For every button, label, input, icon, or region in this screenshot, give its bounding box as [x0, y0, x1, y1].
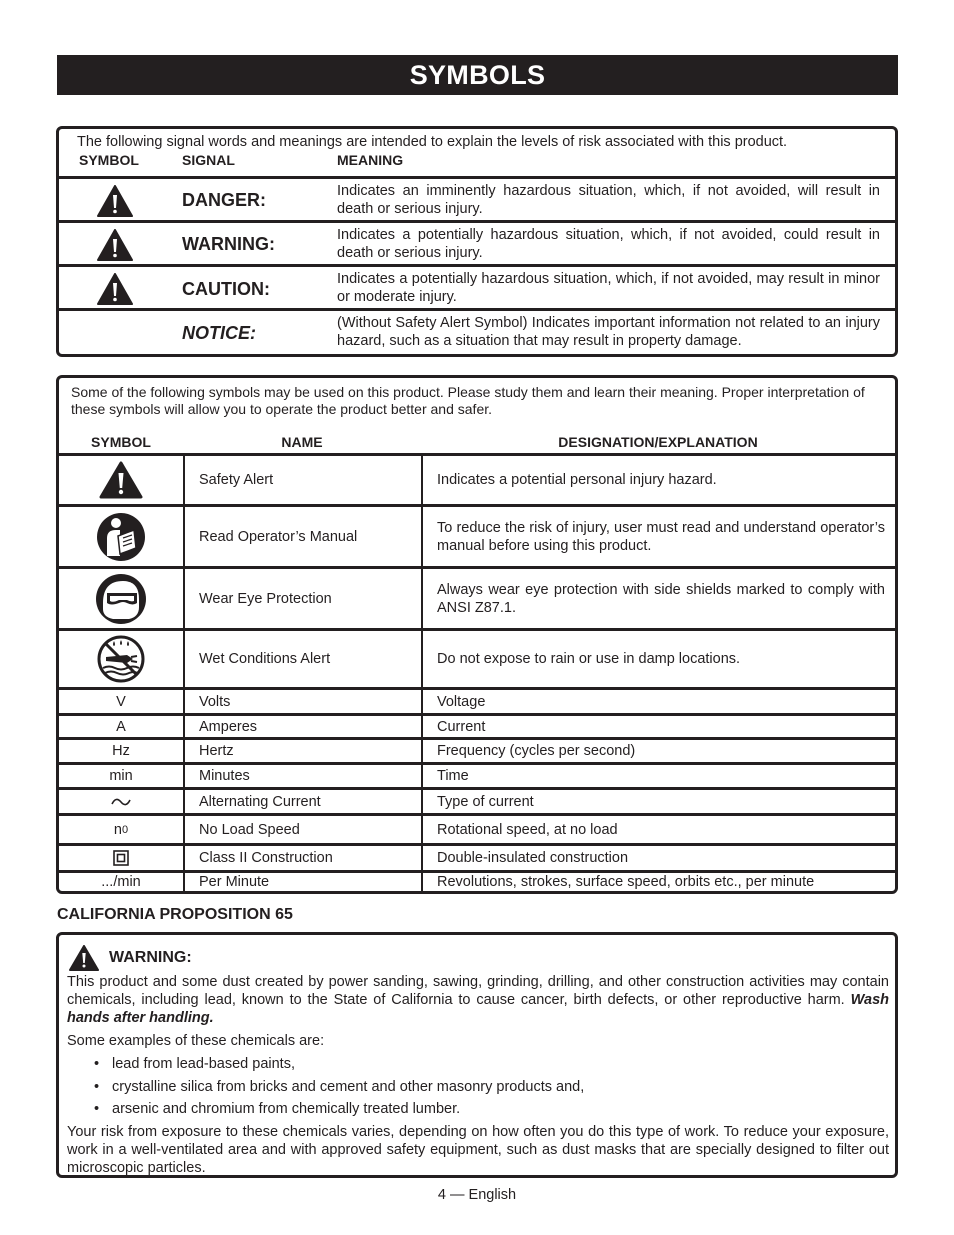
signal-word-notice: NOTICE: [182, 323, 256, 343]
signal-word-caution: CAUTION: [182, 279, 270, 299]
symbols-intro: Some of the following symbols may be used on this product. Please study them and learn their meaning. Proper interpretation of these symbols will allow you to operate the product better and safer. [71, 384, 865, 417]
symbol-cell [59, 507, 183, 566]
symbol-cell [59, 790, 183, 813]
header-name: NAME [281, 434, 323, 450]
symbol-cell [59, 569, 183, 628]
signal-words-table [56, 126, 898, 357]
symbol-name: Per Minute [183, 873, 421, 891]
class-ii-icon [113, 850, 129, 866]
signal-meaning-warning: Indicates a potentially hazardous situation, which, if not avoided, could result in death or serious injury. [337, 227, 880, 261]
signal-intro: The following signal words and meanings are intended to explain the levels of risk associated with this product. [77, 134, 788, 150]
symbol-row-hertz [59, 737, 895, 762]
signal-row-danger [59, 176, 895, 223]
symbol-designation: Type of current [421, 790, 895, 813]
symbol-text: .../min [101, 874, 141, 890]
alternating-current-icon [110, 796, 132, 808]
list-item: • crystalline silica from bricks and cement and other masonry products and, [112, 1078, 889, 1096]
signal-meaning-notice: (Without Safety Alert Symbol) Indicates important information not related to an injury hazard, such as a situation that may result in property damage. [337, 315, 880, 349]
symbol-designation: Always wear eye protection with side shields marked to comply with ANSI Z87.1. [421, 569, 895, 628]
page-title: SYMBOLS [57, 55, 898, 95]
symbol-text: A [116, 718, 126, 735]
header-meaning: MEANING [337, 152, 404, 168]
warning-title [69, 945, 192, 971]
header-symbol: SYMBOL [91, 434, 151, 450]
chemicals-list [67, 1055, 889, 1118]
safety-alert-icon [69, 945, 99, 971]
eye-protection-icon [95, 573, 147, 625]
warning-text: This product and some dust created by power sanding, sawing, grinding, drilling, and other construction activities may contain chemicals, including lead, known to the State of California to cause cancer, birth defects, or other reproductive harm. [67, 974, 889, 1008]
symbol-designation: Double-insulated construction [421, 846, 895, 870]
symbol-designation: Time [421, 765, 895, 787]
symbol-designation: Do not expose to rain or use in damp locations. [421, 631, 895, 687]
symbol-row-read-manual [59, 504, 895, 566]
symbol-name: Amperes [183, 716, 421, 737]
symbol-text: min [109, 768, 133, 784]
list-item: • lead from lead-based paints, [112, 1055, 889, 1073]
symbol-row-alternating-current [59, 787, 895, 813]
warning-paragraph-3: Your risk from exposure to these chemicals varies, depending on how often you do this type of work. To reduce your exposure, work in a well-ventilated area and with approved safety equipment, such as dust masks that are specially designed to filter out microscopic particles. [67, 1124, 889, 1176]
symbol-name: Minutes [183, 765, 421, 787]
symbol-row-no-load-speed [59, 813, 895, 843]
symbol-row-class-ii [59, 843, 895, 870]
signal-meaning-danger: Indicates an imminently hazardous situation, which, if not avoided, will result in death or serious injury. [337, 183, 880, 217]
symbol-cell [59, 846, 183, 870]
safety-alert-icon [97, 273, 133, 305]
signal-row-notice [59, 308, 895, 357]
safety-alert-icon [99, 461, 143, 499]
symbol-designation: Current [421, 716, 895, 737]
warning-emphasis: Wash hands after handling. [67, 992, 889, 1026]
prop65-warning-box [56, 932, 898, 1178]
symbol-row-safety-alert [59, 453, 895, 504]
symbols-table [56, 375, 898, 894]
warning-paragraph-2: Some examples of these chemicals are: [67, 1033, 325, 1049]
symbol-name: Read Operator’s Manual [183, 507, 421, 566]
safety-alert-icon [97, 185, 133, 217]
symbol-name: Hertz [183, 740, 421, 762]
header-signal: SIGNAL [182, 152, 235, 168]
signal-row-caution [59, 264, 895, 311]
signal-word-danger: DANGER: [182, 190, 266, 210]
symbol-name: Wet Conditions Alert [183, 631, 421, 687]
symbol-name: Alternating Current [183, 790, 421, 813]
header-symbol: SYMBOL [79, 152, 139, 168]
list-item: • arsenic and chromium from chemically treated lumber. [112, 1100, 889, 1118]
page-footer: 4 — English [437, 1187, 517, 1203]
symbol-name: Class II Construction [183, 846, 421, 870]
symbol-designation: To reduce the risk of injury, user must read and understand operator’s manual before using this product. [421, 507, 895, 566]
symbol-row-wet-conditions [59, 628, 895, 687]
symbol-designation: Frequency (cycles per second) [421, 740, 895, 762]
symbol-row-minutes [59, 762, 895, 787]
warning-label: WARNING: [109, 949, 192, 966]
symbol-cell [59, 631, 183, 687]
symbol-subscript: 0 [121, 823, 129, 836]
symbol-designation: Indicates a potential personal injury hazard. [421, 456, 895, 504]
symbol-row-amperes [59, 713, 895, 737]
symbol-row-per-minute [59, 870, 895, 891]
symbol-text: V [116, 693, 126, 710]
symbol-cell [59, 816, 183, 843]
symbol-designation: Revolutions, strokes, surface speed, orbits etc., per minute [421, 873, 895, 891]
symbol-text: n [113, 821, 122, 838]
read-manual-icon [96, 512, 146, 562]
signal-meaning-caution: Indicates a potentially hazardous situation, which, if not avoided, may result in minor or moderate injury. [337, 271, 880, 305]
symbol-text: Hz [112, 743, 130, 759]
safety-alert-icon [97, 229, 133, 261]
symbol-designation: Voltage [421, 690, 895, 713]
symbol-name: Safety Alert [183, 456, 421, 504]
symbol-name: Wear Eye Protection [183, 569, 421, 628]
signal-word-warning: WARNING: [182, 234, 275, 254]
california-heading: CALIFORNIA PROPOSITION 65 [57, 906, 293, 923]
symbol-name: Volts [183, 690, 421, 713]
warning-body [67, 973, 889, 1182]
symbol-cell [59, 456, 183, 504]
symbol-row-eye-protection [59, 566, 895, 628]
symbol-designation: Rotational speed, at no load [421, 816, 895, 843]
symbol-row-volts [59, 687, 895, 713]
signal-row-warning [59, 220, 895, 267]
warning-paragraph-1 [67, 973, 889, 1027]
header-designation: DESIGNATION/EXPLANATION [558, 434, 758, 450]
wet-conditions-icon [97, 635, 145, 683]
symbol-name: No Load Speed [183, 816, 421, 843]
